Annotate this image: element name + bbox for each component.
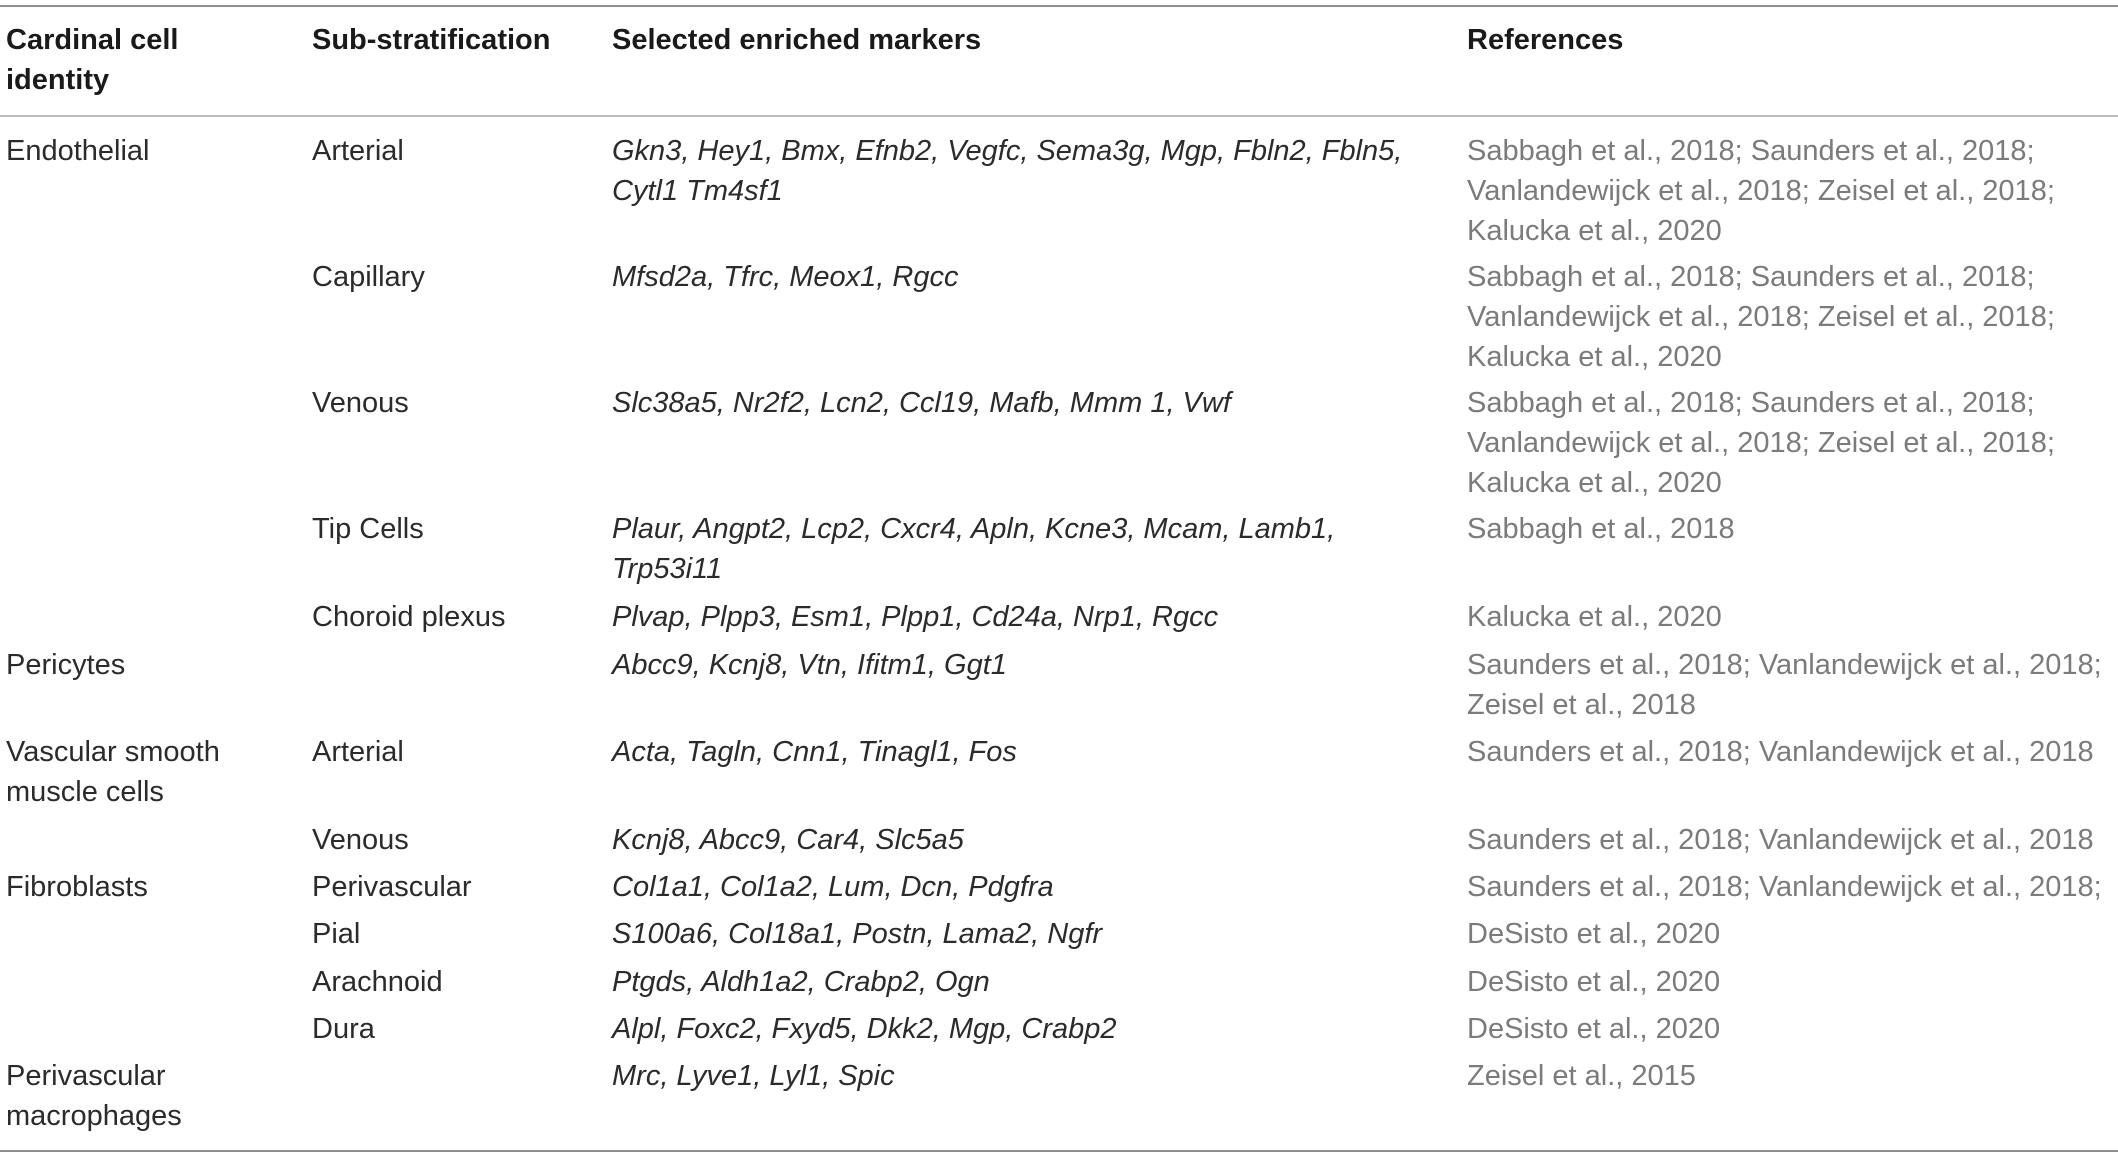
header-cardinal-cell-identity: Cardinal cell identity [6, 24, 179, 96]
cell-sub-stratification: Venous [312, 824, 409, 856]
cell-markers: Alpl, Foxc2, Fxyd5, Dkk2, Mgp, Crabp2 [612, 1013, 1117, 1045]
cell-identity: Pericytes [6, 649, 126, 681]
cell-references: Saunders et al., 2018; Vanlandewijck et al., 2018 [1467, 824, 2094, 856]
table-bottom-rule [0, 1150, 2118, 1152]
cell-references: Sabbagh et al., 2018; Saunders et al., 2018; Vanlandewijck et al., 2018; Zeisel et al., 2018; Kalucka et al., 2020 [1467, 135, 2055, 247]
cell-markers: S100a6, Col18a1, Postn, Lama2, Ngfr [612, 918, 1103, 950]
cell-sub-stratification: Arterial [312, 736, 404, 768]
cell-markers: Plaur, Angpt2, Lcp2, Cxcr4, Apln, Kcne3, Mcam, Lamb1, Trp53i11 [612, 513, 1336, 585]
cell-references: Sabbagh et al., 2018 [1467, 513, 1735, 545]
cell-markers: Slc38a5, Nr2f2, Lcn2, Ccl19, Mafb, Mmm 1, Vwf [612, 387, 1231, 419]
cell-references: Zeisel et al., 2015 [1467, 1060, 1696, 1092]
cell-sub-stratification: Pial [312, 918, 361, 950]
cell-references: Saunders et al., 2018; Vanlandewijck et al., 2018; [1467, 871, 2102, 903]
cell-sub-stratification: Capillary [312, 261, 425, 293]
cell-references: Saunders et al., 2018; Vanlandewijck et al., 2018; Zeisel et al., 2018 [1467, 649, 2102, 721]
cell-references: DeSisto et al., 2020 [1467, 1013, 1721, 1045]
table-top-rule [0, 5, 2118, 7]
cell-markers: Col1a1, Col1a2, Lum, Dcn, Pdgfra [612, 871, 1054, 903]
cell-identity: Endothelial [6, 135, 150, 167]
cell-references: Sabbagh et al., 2018; Saunders et al., 2018; Vanlandewijck et al., 2018; Zeisel et al., 2018; Kalucka et al., 2020 [1467, 387, 2055, 499]
header-references: References [1467, 24, 1624, 56]
cell-markers: Plvap, Plpp3, Esm1, Plpp1, Cd24a, Nrp1, Rgcc [612, 601, 1219, 633]
cell-markers: Mrc, Lyve1, Lyl1, Spic [612, 1060, 895, 1092]
cell-references: DeSisto et al., 2020 [1467, 918, 1721, 950]
cell-sub-stratification: Choroid plexus [312, 601, 506, 633]
cell-references: Sabbagh et al., 2018; Saunders et al., 2018; Vanlandewijck et al., 2018; Zeisel et al., 2018; Kalucka et al., 2020 [1467, 261, 2055, 373]
header-divider-rule [0, 115, 2118, 117]
cell-markers: Ptgds, Aldh1a2, Crabp2, Ogn [612, 966, 990, 998]
cell-sub-stratification: Venous [312, 387, 409, 419]
cell-markers: Kcnj8, Abcc9, Car4, Slc5a5 [612, 824, 964, 856]
cell-markers: Acta, Tagln, Cnn1, Tinagl1, Fos [612, 736, 1017, 768]
cell-identity: Fibroblasts [6, 871, 148, 903]
cell-sub-stratification: Tip Cells [312, 513, 424, 545]
cell-sub-stratification: Arachnoid [312, 966, 443, 998]
cell-markers: Mfsd2a, Tfrc, Meox1, Rgcc [612, 261, 959, 293]
cell-references: Saunders et al., 2018; Vanlandewijck et al., 2018 [1467, 736, 2094, 768]
cell-sub-stratification: Perivascular [312, 871, 472, 903]
cell-identity: Vascular smooth muscle cells [6, 736, 220, 808]
cell-sub-stratification: Dura [312, 1013, 375, 1045]
cell-references: Kalucka et al., 2020 [1467, 601, 1722, 633]
header-selected-enriched-markers: Selected enriched markers [612, 24, 982, 56]
cell-references: DeSisto et al., 2020 [1467, 966, 1721, 998]
cell-markers: Gkn3, Hey1, Bmx, Efnb2, Vegfc, Sema3g, Mgp, Fbln2, Fbln5, Cytl1 Tm4sf1 [612, 135, 1403, 207]
cell-sub-stratification: Arterial [312, 135, 404, 167]
cell-identity: Perivascular macrophages [6, 1060, 182, 1132]
cell-markers: Abcc9, Kcnj8, Vtn, Ifitm1, Ggt1 [612, 649, 1007, 681]
header-sub-stratification: Sub-stratification [312, 24, 551, 56]
